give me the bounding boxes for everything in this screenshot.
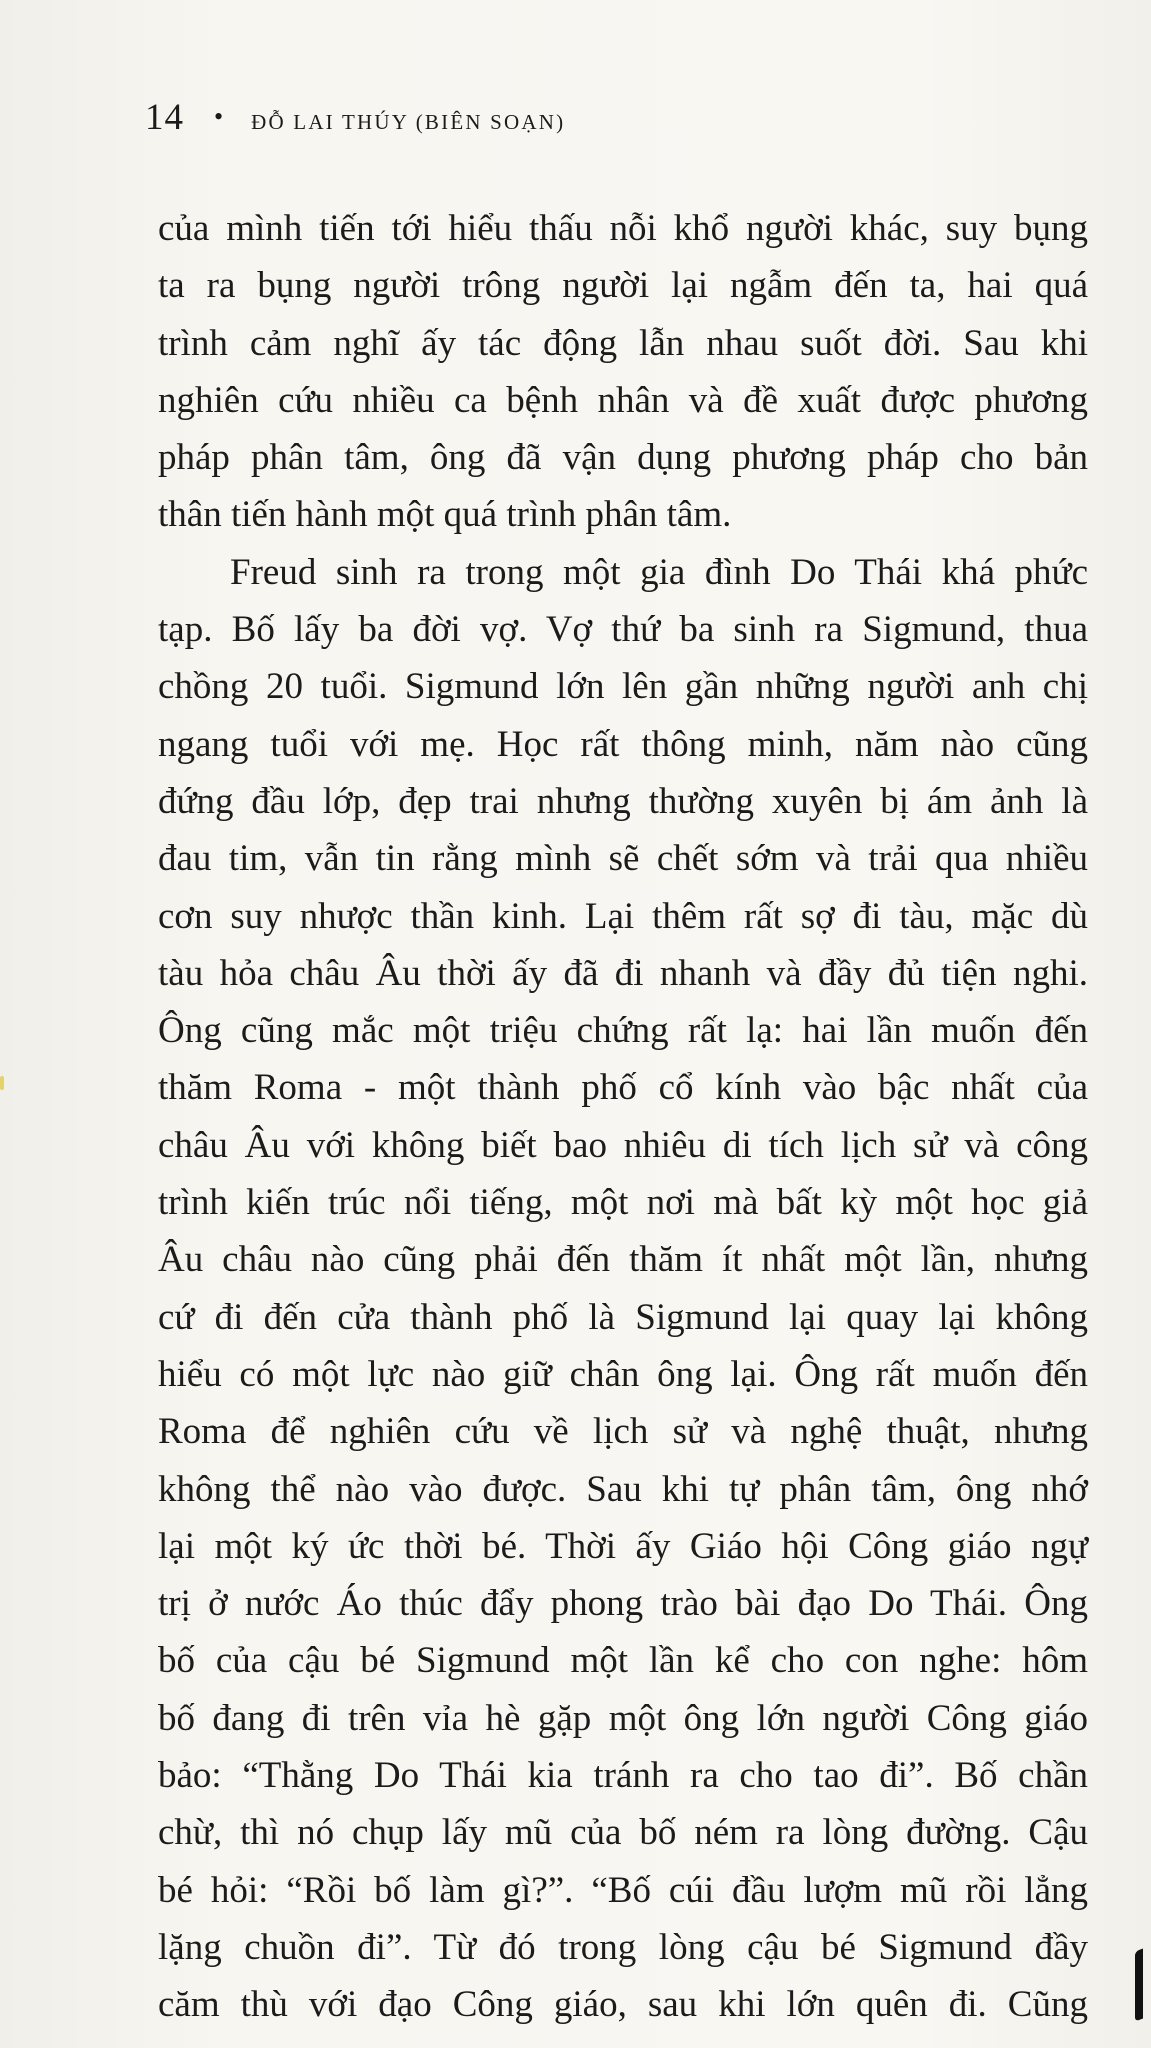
text-line: trình cảm nghĩ ấy tác động lẫn nhau suốt đời. Sau khi xyxy=(158,322,1088,364)
text-line: tàu hỏa châu Âu thời ấy đã đi nhanh và đầy đủ tiện nghi. xyxy=(158,952,1088,994)
text-line: chồng 20 tuổi. Sigmund lớn lên gần những người anh chị xyxy=(158,666,1088,708)
text-line: cơn suy nhược thần kinh. Lại thêm rất sợ đi tàu, mặc dù xyxy=(158,895,1088,937)
text-line: lại một ký ức thời bé. Thời ấy Giáo hội Công giáo ngự xyxy=(158,1525,1088,1567)
text-line: không thể nào vào được. Sau khi tự phân tâm, ông nhớ xyxy=(158,1468,1088,1510)
text-line: tạp. Bố lấy ba đời vợ. Vợ thứ ba sinh ra Sigmund, thua xyxy=(158,609,1088,651)
text-line: lặng chuồn đi”. Từ đó trong lòng cậu bé Sigmund đầy xyxy=(158,1926,1088,1968)
text-line: châu Âu với không biết bao nhiêu di tích lịch sử và công xyxy=(158,1124,1088,1166)
text-line: nghiên cứu nhiều ca bệnh nhân và đề xuất được phương xyxy=(158,379,1088,421)
text-line: bố của cậu bé Sigmund một lần kể cho con nghe: hôm xyxy=(158,1640,1088,1682)
text-line: đau tim, vẫn tin rằng mình sẽ chết sớm và trải qua nhiều xyxy=(158,838,1088,880)
page-header xyxy=(145,96,565,144)
margin-speck xyxy=(0,1076,4,1090)
text-line: hiểu có một lực nào giữ chân ông lại. Ông rất muốn đến xyxy=(158,1353,1088,1395)
text-line: ta ra bụng người trông người lại ngẫm đến ta, hai quá xyxy=(158,265,1088,307)
text-line: Roma để nghiên cứu về lịch sử và nghệ thuật, nhưng xyxy=(158,1411,1088,1453)
text-line: của mình tiến tới hiểu thấu nỗi khổ người khác, suy bụng xyxy=(158,208,1088,249)
header-bullet: • xyxy=(214,102,224,131)
text-line: đứng đầu lớp, đẹp trai nhưng thường xuyên bị ám ảnh là xyxy=(158,780,1088,822)
text-line: trình kiến trúc nổi tiếng, một nơi mà bất kỳ một học giả xyxy=(158,1182,1088,1224)
text-line: căm thù với đạo Công giáo, sau khi lớn quên đi. Cũng xyxy=(158,1984,1088,2026)
text-line: cứ đi đến cửa thành phố là Sigmund lại quay lại không xyxy=(158,1296,1088,1338)
page-edge-mark xyxy=(1135,1949,1143,2022)
paragraph-start-line: Freud sinh ra trong một gia đình Do Thái khá phức xyxy=(230,551,1088,593)
paragraph-end-line: thân tiến hành một quá trình phân tâm. xyxy=(158,494,732,536)
text-line: Âu châu nào cũng phải đến thăm ít nhất một lần, nhưng xyxy=(158,1239,1088,1281)
text-line: bé hỏi: “Rồi bố làm gì?”. “Bố cúi đầu lượm mũ rồi lẳng xyxy=(158,1869,1088,1911)
body-text xyxy=(158,200,1088,2034)
text-line: Ông cũng mắc một triệu chứng rất lạ: hai lần muốn đến xyxy=(158,1010,1088,1052)
text-line: bảo: “Thằng Do Thái kia tránh ra cho tao đi”. Bố chần xyxy=(158,1755,1088,1797)
running-head: ĐỖ LAI THÚY (BIÊN SOẠN) xyxy=(251,110,566,134)
text-line: pháp phân tâm, ông đã vận dụng phương pháp cho bản xyxy=(158,437,1088,479)
text-line: ngang tuổi với mẹ. Học rất thông minh, năm nào cũng xyxy=(158,723,1088,765)
text-line: chừ, thì nó chụp lấy mũ của bố ném ra lòng đường. Cậu xyxy=(158,1812,1088,1854)
text-line: trị ở nước Áo thúc đẩy phong trào bài đạo Do Thái. Ông xyxy=(158,1583,1088,1625)
text-line: thăm Roma - một thành phố cổ kính vào bậc nhất của xyxy=(158,1067,1088,1109)
text-line: bố đang đi trên vỉa hè gặp một ông lớn người Công giáo xyxy=(158,1697,1088,1739)
page-number: 14 xyxy=(145,97,184,138)
